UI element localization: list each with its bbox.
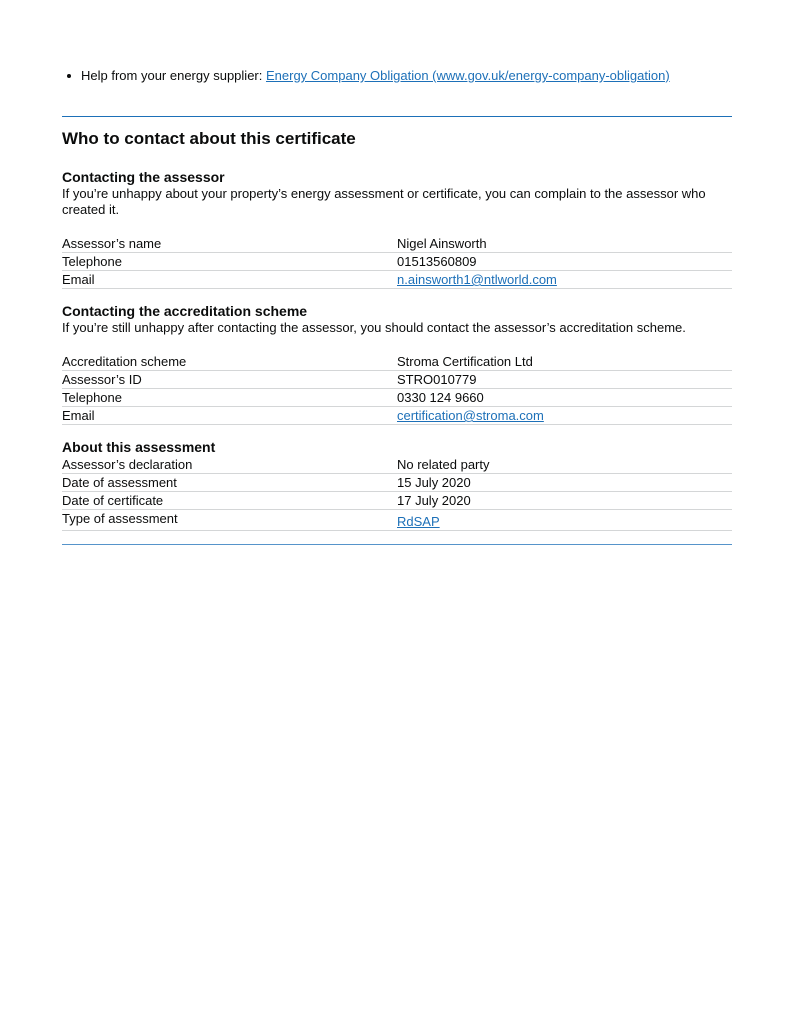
assessor-email-label: Email	[62, 271, 397, 289]
assessor-id-label: Assessor’s ID	[62, 371, 397, 389]
assessor-intro: If you’re unhappy about your property’s energy assessment or certificate, you can complain to the assessor who created it.	[62, 186, 706, 217]
table-row	[62, 407, 732, 425]
section-divider	[62, 116, 732, 117]
page-title: Who to contact about this certificate	[62, 129, 356, 148]
certificate-date-label: Date of certificate	[62, 492, 397, 510]
assessment-type-label: Type of assessment	[62, 510, 397, 531]
energy-company-obligation-link[interactable]: Energy Company Obligation (www.gov.uk/energy-company-obligation)	[265, 68, 670, 83]
scheme-heading: Contacting the accreditation scheme	[62, 303, 308, 319]
declaration-label: Assessor’s declaration	[62, 456, 397, 474]
assessor-telephone-label: Telephone	[62, 253, 397, 271]
help-label: Help from your energy supplier:	[81, 68, 266, 83]
about-table	[62, 456, 732, 531]
table-row	[62, 492, 732, 510]
scheme-telephone-value: 0330 124 9660	[397, 389, 732, 407]
assessor-name-value: Nigel Ainsworth	[397, 235, 732, 253]
assessment-date-label: Date of assessment	[62, 474, 397, 492]
assessor-id-value: STRO010779	[397, 371, 732, 389]
table-row	[62, 474, 732, 492]
assessor-heading: Contacting the assessor	[62, 169, 225, 185]
table-row	[62, 271, 732, 289]
scheme-email-cell	[397, 407, 732, 425]
scheme-name-value: Stroma Certification Ltd	[397, 353, 732, 371]
scheme-table	[62, 353, 732, 425]
assessment-type-cell	[397, 510, 732, 531]
rdsap-link[interactable]: RdSAP	[397, 514, 440, 529]
assessor-email-cell	[397, 271, 732, 289]
scheme-telephone-label: Telephone	[62, 389, 397, 407]
help-text	[81, 67, 670, 85]
table-row	[62, 235, 732, 253]
about-heading: About this assessment	[62, 439, 216, 455]
section-divider	[62, 544, 732, 545]
certificate-date-value: 17 July 2020	[397, 492, 732, 510]
assessor-telephone-value: 01513560809	[397, 253, 732, 271]
table-row	[62, 456, 732, 474]
table-row	[62, 389, 732, 407]
assessment-date-value: 15 July 2020	[397, 474, 732, 492]
scheme-intro: If you’re still unhappy after contacting the assessor, you should contact the assessor’s accreditation scheme.	[62, 320, 686, 335]
scheme-name-label: Accreditation scheme	[62, 353, 397, 371]
table-row	[62, 353, 732, 371]
assessor-name-label: Assessor’s name	[62, 235, 397, 253]
table-row	[62, 253, 732, 271]
assessor-email-link[interactable]: n.ainsworth1@ntlworld.com	[397, 272, 557, 287]
assessor-table	[62, 235, 732, 289]
scheme-email-link[interactable]: certification@stroma.com	[397, 408, 544, 423]
declaration-value: No related party	[397, 456, 732, 474]
table-row	[62, 510, 732, 531]
table-row	[62, 371, 732, 389]
scheme-email-label: Email	[62, 407, 397, 425]
bullet-icon	[67, 74, 71, 78]
